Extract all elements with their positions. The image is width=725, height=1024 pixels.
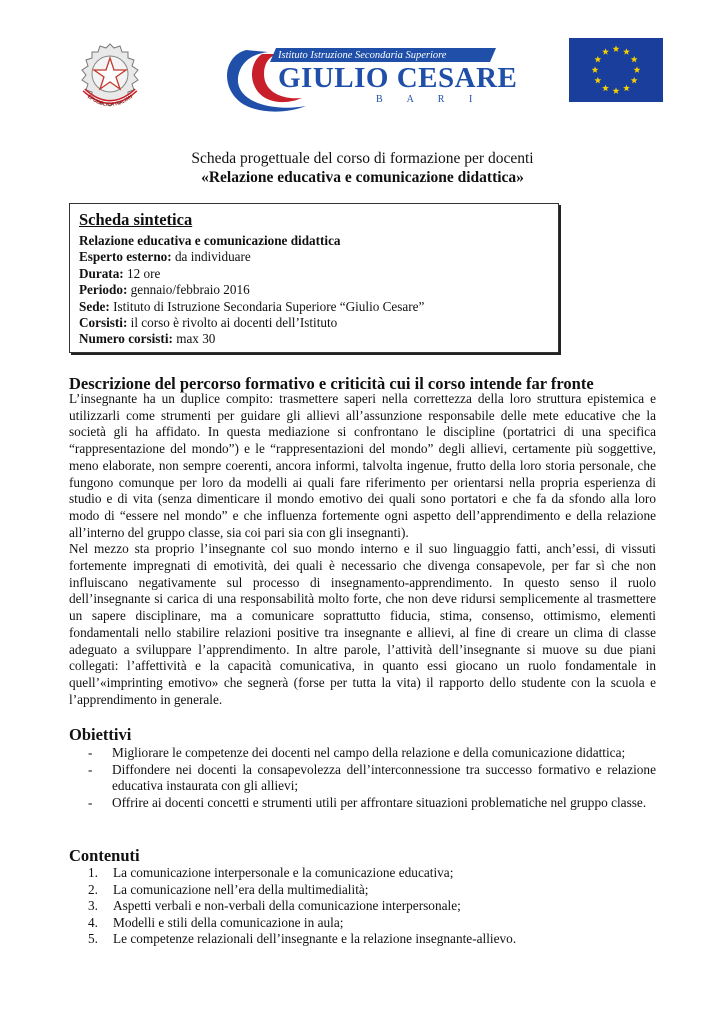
list-item: - Offrire ai docenti concetti e strumenti utili per affrontare situazioni problematiche nel gruppo classe.: [88, 794, 647, 810]
contents-list: [88, 865, 656, 948]
description-paragraph: Nel mezzo sta proprio l’insegnante col suo mondo interno e il suo linguaggio fatti, anch’essi, di vissuti fortemente impregnati di emotività, dei quali è necessario che divenga consapevole, per far sì che non influiscano negativamente sul processo di insegnamento-apprendimento. In questo senso il ruolo dell’insegnante si carica di una responsabilità molto forte, che non deve ridursi semplicemente al trasmettere un sapere disciplinare, ma a comunicare soprattutto fiducia, stima, consenso, ottimismo, elementi fondamentali nello stabilire relazioni positive tra insegnante e allievi, al fine di creare un clima di classe adeguato a sviluppare l’apprendimento. In altre parole, l’attività dell’insegnante si muove su due piani collegati: l’affettività e la capacità comunicativa, in quanto essi giocano un ruolo fondamentale in quell’«imprinting emotivo» che segnerà (forse per tutta la vita) il rapporto dello studente con la scuola e l’apprendimento in generale.: [69, 541, 656, 707]
school-logo-line1: Istituto Istruzione Secondaria Superiore: [278, 50, 447, 61]
summary-heading: Scheda sintetica: [79, 210, 193, 229]
list-item: - Migliorare le competenze dei docenti nel campo della relazione e della comunicazione didattica;: [88, 745, 626, 760]
summary-row: Durata: 12 ore: [79, 265, 161, 281]
contents-heading: Contenuti: [69, 846, 140, 865]
list-item: 2. La comunicazione nell’era della multimedialità;: [88, 881, 369, 897]
document-title: Scheda progettuale del corso di formazione per docenti: [191, 150, 534, 167]
list-item: 1. La comunicazione interpersonale e la comunicazione educativa;: [88, 865, 454, 880]
school-logo-city: B A R I: [376, 94, 484, 105]
list-item: 3. Aspetti verbali e non-verbali della comunicazione interpersonale;: [88, 898, 461, 914]
description-paragraph: L’insegnante ha un duplice compito: trasmettere saperi nella correttezza della loro struttura epistemica e utilizzarli come strumenti per guidare gli allievi all’assunzione responsabile delle mete educative che la società gli ha affidato. In questa mediazione si confrontano le discipline (portatrici di una specifica “rappresentazione del mondo”) e le “rappresentazioni del mondo” degli allievi, certamente più soggettive, meno elaborate, non sempre coerenti, ancora informi, talvolta ingenue, frutto della loro storia personale, che fungono comunque per loro da modelli ai quali fare riferimento per orientarsi nella propria esperienza di studio e di vita (senza dimenticare il mondo emotivo dei quali sono portatori e che fa da sfondo alla loro modo di “essere nel mondo” e che influenza fortemente ogni aspetto dell’apprendimento e della relazione all’interno del gruppo classe, sia coi pari sia con gli insegnanti).: [69, 391, 656, 540]
objectives-list: [88, 745, 656, 811]
summary-row: Periodo: gennaio/febbraio 2016: [79, 282, 250, 298]
school-logo: [216, 42, 518, 118]
summary-course: Relazione educativa e comunicazione didattica: [79, 233, 341, 248]
course-title: «Relazione educativa e comunicazione didattica»: [201, 169, 524, 186]
summary-row: Corsisti: il corso è rivolto ai docenti dell’Istituto: [79, 315, 338, 331]
school-logo-name: GIULIO CESARE: [278, 62, 518, 94]
list-item: 5. Le competenze relazionali dell’insegnante e la relazione insegnante-allievo.: [88, 931, 517, 947]
european-union-flag-icon: [569, 38, 663, 102]
list-item: 4. Modelli e stili della comunicazione in aula;: [88, 914, 344, 930]
objectives-heading: Obiettivi: [69, 725, 132, 744]
description-heading: Descrizione del percorso formativo e criticità cui il corso intende far fronte: [69, 374, 594, 393]
svg-text:REPUBBLICA ITALIANA: EPUBBLICA ITALIAN: [86, 93, 134, 109]
letterhead: [0, 0, 725, 120]
summary-row: Sede: Istituto di Istruzione Secondaria Superiore “Giulio Cesare”: [79, 298, 425, 314]
emblem-ribbon-text: [74, 40, 146, 112]
list-item: - Diffondere nei docenti la consapevolezza dell’interconnessione tra successo formativo e relazione educativa instaurata con gli allievi;: [88, 761, 656, 794]
summary-row: Numero corsisti: max 30: [79, 331, 216, 347]
description-body: [69, 391, 656, 708]
summary-row: Esperto esterno: da individuare: [79, 249, 251, 265]
summary-box: [69, 203, 559, 353]
